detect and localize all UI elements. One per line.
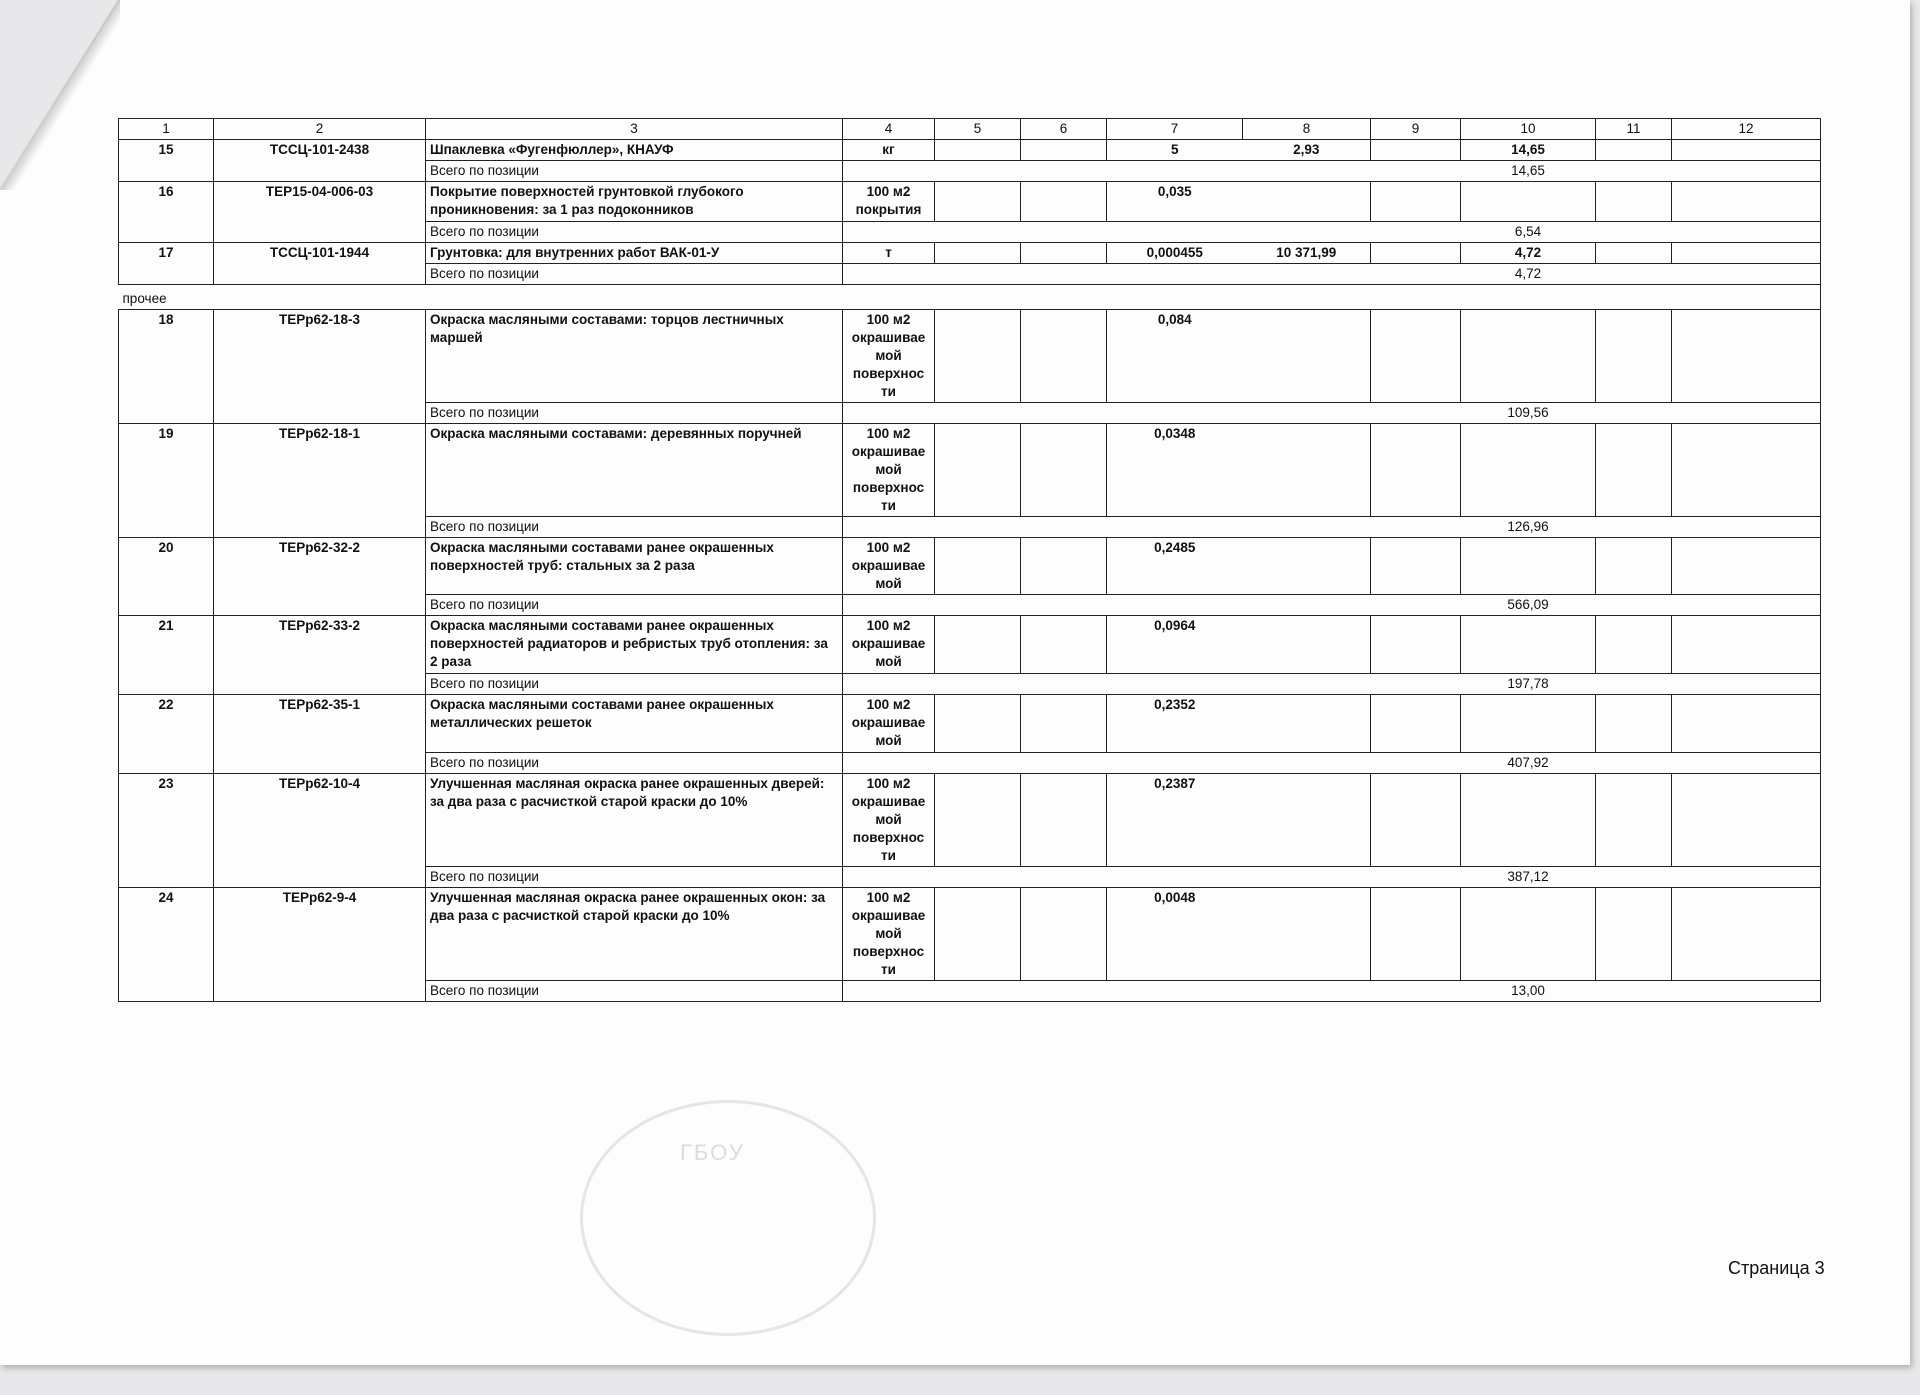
header-col-3: 3 <box>426 119 843 140</box>
row-code: ТЕРр62-18-3 <box>214 310 426 424</box>
row-name: Окраска масляными составами ранее окрашенных поверхностей труб: стальных за 2 раза <box>426 538 843 595</box>
row-price <box>1243 310 1371 403</box>
row-qty: 0,2352 <box>1107 695 1243 753</box>
table-row <box>119 774 1821 867</box>
total-fill <box>843 595 1461 616</box>
row-col-12 <box>1672 888 1821 981</box>
row-number: 24 <box>119 888 214 1002</box>
total-fill-end <box>1596 867 1821 888</box>
page-number-label: Страница 3 <box>1728 1258 1825 1278</box>
estimate-table <box>118 118 1821 1002</box>
total-fill <box>843 981 1461 1002</box>
header-col-9: 9 <box>1371 119 1461 140</box>
row-price <box>1243 538 1371 595</box>
row-name: Грунтовка: для внутренних работ ВАК-01-У <box>426 243 843 264</box>
row-qty: 0,0348 <box>1107 424 1243 517</box>
total-fill-end <box>1596 161 1821 182</box>
row-col-11 <box>1596 695 1672 753</box>
total-fill-end <box>1596 517 1821 538</box>
row-sum: 14,65 <box>1461 140 1596 161</box>
total-fill-end <box>1596 674 1821 695</box>
row-sum <box>1461 310 1596 403</box>
row-unit: т <box>843 243 935 264</box>
table-row <box>119 310 1821 403</box>
row-sum <box>1461 774 1596 867</box>
row-col-11 <box>1596 140 1672 161</box>
row-code: ТЕРр62-32-2 <box>214 538 426 616</box>
row-qty: 0,0048 <box>1107 888 1243 981</box>
row-qty: 0,035 <box>1107 182 1243 222</box>
row-col-12 <box>1672 140 1821 161</box>
row-col-11 <box>1596 243 1672 264</box>
row-col-11 <box>1596 888 1672 981</box>
row-qty: 0,000455 <box>1107 243 1243 264</box>
row-col-11 <box>1596 424 1672 517</box>
total-fill-end <box>1596 264 1821 285</box>
total-fill <box>843 264 1461 285</box>
table-row <box>119 424 1821 517</box>
total-label: Всего по позиции <box>426 867 843 888</box>
total-label: Всего по позиции <box>426 222 843 243</box>
row-unit: 100 м2 покрытия <box>843 182 935 222</box>
row-number: 18 <box>119 310 214 424</box>
total-label: Всего по позиции <box>426 161 843 182</box>
row-col-5 <box>935 140 1021 161</box>
row-code: ТЕРр62-35-1 <box>214 695 426 774</box>
total-value: 13,00 <box>1461 981 1596 1002</box>
row-qty: 0,084 <box>1107 310 1243 403</box>
table-row <box>119 888 1821 981</box>
row-qty: 0,2485 <box>1107 538 1243 595</box>
row-col-6 <box>1021 774 1107 867</box>
total-fill-end <box>1596 222 1821 243</box>
row-code: ТЕР15-04-006-03 <box>214 182 426 243</box>
total-fill <box>843 161 1461 182</box>
stamp-text: ГБОУ <box>680 1140 745 1165</box>
row-col-9 <box>1371 774 1461 867</box>
row-code: ТЕРр62-33-2 <box>214 616 426 695</box>
row-col-6 <box>1021 140 1107 161</box>
row-name: Улучшенная масляная окраска ранее окрашенных окон: за два раза с расчисткой старой краски до 10% <box>426 888 843 981</box>
row-name: Окраска масляными составами: торцов лестничных маршей <box>426 310 843 403</box>
row-number: 16 <box>119 182 214 243</box>
row-number: 23 <box>119 774 214 888</box>
total-label: Всего по позиции <box>426 981 843 1002</box>
row-unit: кг <box>843 140 935 161</box>
header-col-2: 2 <box>214 119 426 140</box>
total-label: Всего по позиции <box>426 595 843 616</box>
total-value: 407,92 <box>1461 753 1596 774</box>
total-value: 197,78 <box>1461 674 1596 695</box>
total-value: 126,96 <box>1461 517 1596 538</box>
row-col-5 <box>935 310 1021 403</box>
row-col-6 <box>1021 424 1107 517</box>
row-unit: 100 м2 окрашивае мой <box>843 695 935 753</box>
header-col-6: 6 <box>1021 119 1107 140</box>
row-col-9 <box>1371 424 1461 517</box>
row-col-9 <box>1371 310 1461 403</box>
row-price <box>1243 695 1371 753</box>
row-unit: 100 м2 окрашивае мой поверхнос ти <box>843 774 935 867</box>
row-col-9 <box>1371 243 1461 264</box>
row-sum <box>1461 616 1596 674</box>
row-code: ТЕРр62-10-4 <box>214 774 426 888</box>
header-col-11: 11 <box>1596 119 1672 140</box>
header-col-8: 8 <box>1243 119 1371 140</box>
row-col-6 <box>1021 538 1107 595</box>
row-qty: 0,0964 <box>1107 616 1243 674</box>
row-col-5 <box>935 616 1021 674</box>
row-col-9 <box>1371 538 1461 595</box>
row-col-6 <box>1021 695 1107 753</box>
row-number: 15 <box>119 140 214 182</box>
header-col-7: 7 <box>1107 119 1243 140</box>
header-row <box>119 119 1821 140</box>
total-fill <box>843 222 1461 243</box>
row-number: 17 <box>119 243 214 285</box>
table-row <box>119 538 1821 595</box>
row-name: Окраска масляными составами: деревянных поручней <box>426 424 843 517</box>
header-col-12: 12 <box>1672 119 1821 140</box>
total-fill <box>843 674 1461 695</box>
total-value: 109,56 <box>1461 403 1596 424</box>
row-price <box>1243 424 1371 517</box>
row-name: Окраска масляными составами ранее окрашенных металлических решеток <box>426 695 843 753</box>
row-col-6 <box>1021 243 1107 264</box>
row-col-12 <box>1672 243 1821 264</box>
total-fill <box>843 867 1461 888</box>
total-fill-end <box>1596 753 1821 774</box>
row-col-11 <box>1596 310 1672 403</box>
row-unit: 100 м2 окрашивае мой поверхнос ти <box>843 424 935 517</box>
row-col-12 <box>1672 538 1821 595</box>
header-col-4: 4 <box>843 119 935 140</box>
row-qty: 5 <box>1107 140 1243 161</box>
row-price <box>1243 774 1371 867</box>
row-sum: 4,72 <box>1461 243 1596 264</box>
row-name: Окраска масляными составами ранее окрашенных поверхностей радиаторов и ребристых труб отопления: за 2 раза <box>426 616 843 674</box>
header-col-1: 1 <box>119 119 214 140</box>
row-col-6 <box>1021 182 1107 222</box>
row-col-5 <box>935 182 1021 222</box>
row-number: 21 <box>119 616 214 695</box>
row-price: 10 371,99 <box>1243 243 1371 264</box>
row-col-6 <box>1021 310 1107 403</box>
row-name: Шпаклевка «Фугенфюллер», КНАУФ <box>426 140 843 161</box>
row-col-12 <box>1672 424 1821 517</box>
section-label: прочее <box>119 285 1821 310</box>
row-col-12 <box>1672 182 1821 222</box>
total-fill-end <box>1596 981 1821 1002</box>
table-row <box>119 140 1821 161</box>
row-code: ТЕРр62-9-4 <box>214 888 426 1002</box>
row-col-5 <box>935 774 1021 867</box>
row-number: 20 <box>119 538 214 616</box>
row-qty: 0,2387 <box>1107 774 1243 867</box>
row-unit: 100 м2 окрашивае мой <box>843 616 935 674</box>
row-col-5 <box>935 888 1021 981</box>
row-col-9 <box>1371 182 1461 222</box>
row-col-6 <box>1021 888 1107 981</box>
row-name: Покрытие поверхностей грунтовкой глубокого проникновения: за 1 раз подоконников <box>426 182 843 222</box>
total-value: 14,65 <box>1461 161 1596 182</box>
row-sum <box>1461 182 1596 222</box>
row-price <box>1243 888 1371 981</box>
section-row <box>119 285 1821 310</box>
row-col-9 <box>1371 616 1461 674</box>
total-label: Всего по позиции <box>426 674 843 695</box>
row-unit: 100 м2 окрашивае мой поверхнос ти <box>843 888 935 981</box>
total-value: 566,09 <box>1461 595 1596 616</box>
row-code: ТЕРр62-18-1 <box>214 424 426 538</box>
row-col-5 <box>935 424 1021 517</box>
row-col-9 <box>1371 888 1461 981</box>
row-col-9 <box>1371 140 1461 161</box>
row-sum <box>1461 538 1596 595</box>
row-col-12 <box>1672 310 1821 403</box>
total-fill <box>843 517 1461 538</box>
row-unit: 100 м2 окрашивае мой поверхнос ти <box>843 310 935 403</box>
table-row <box>119 182 1821 222</box>
row-code: ТССЦ-101-1944 <box>214 243 426 285</box>
row-number: 19 <box>119 424 214 538</box>
total-value: 387,12 <box>1461 867 1596 888</box>
row-price <box>1243 616 1371 674</box>
total-label: Всего по позиции <box>426 264 843 285</box>
row-col-12 <box>1672 774 1821 867</box>
table-row <box>119 616 1821 674</box>
row-col-11 <box>1596 616 1672 674</box>
row-sum <box>1461 888 1596 981</box>
row-col-11 <box>1596 182 1672 222</box>
header-col-10: 10 <box>1461 119 1596 140</box>
row-unit: 100 м2 окрашивае мой <box>843 538 935 595</box>
header-col-5: 5 <box>935 119 1021 140</box>
row-col-12 <box>1672 616 1821 674</box>
total-label: Всего по позиции <box>426 403 843 424</box>
row-col-5 <box>935 243 1021 264</box>
total-fill-end <box>1596 595 1821 616</box>
row-price: 2,93 <box>1243 140 1371 161</box>
total-value: 4,72 <box>1461 264 1596 285</box>
total-fill <box>843 403 1461 424</box>
row-col-12 <box>1672 695 1821 753</box>
row-col-5 <box>935 695 1021 753</box>
total-fill-end <box>1596 403 1821 424</box>
row-col-9 <box>1371 695 1461 753</box>
row-sum <box>1461 695 1596 753</box>
faint-stamp <box>580 1100 876 1336</box>
row-col-11 <box>1596 538 1672 595</box>
total-label: Всего по позиции <box>426 753 843 774</box>
table-row <box>119 695 1821 753</box>
row-sum <box>1461 424 1596 517</box>
row-col-11 <box>1596 774 1672 867</box>
row-col-5 <box>935 538 1021 595</box>
table-row <box>119 243 1821 264</box>
row-price <box>1243 182 1371 222</box>
total-value: 6,54 <box>1461 222 1596 243</box>
row-number: 22 <box>119 695 214 774</box>
row-name: Улучшенная масляная окраска ранее окрашенных дверей: за два раза с расчисткой старой краски до 10% <box>426 774 843 867</box>
row-col-6 <box>1021 616 1107 674</box>
total-fill <box>843 753 1461 774</box>
folded-corner-shadow <box>0 0 120 190</box>
row-code: ТССЦ-101-2438 <box>214 140 426 182</box>
total-label: Всего по позиции <box>426 517 843 538</box>
